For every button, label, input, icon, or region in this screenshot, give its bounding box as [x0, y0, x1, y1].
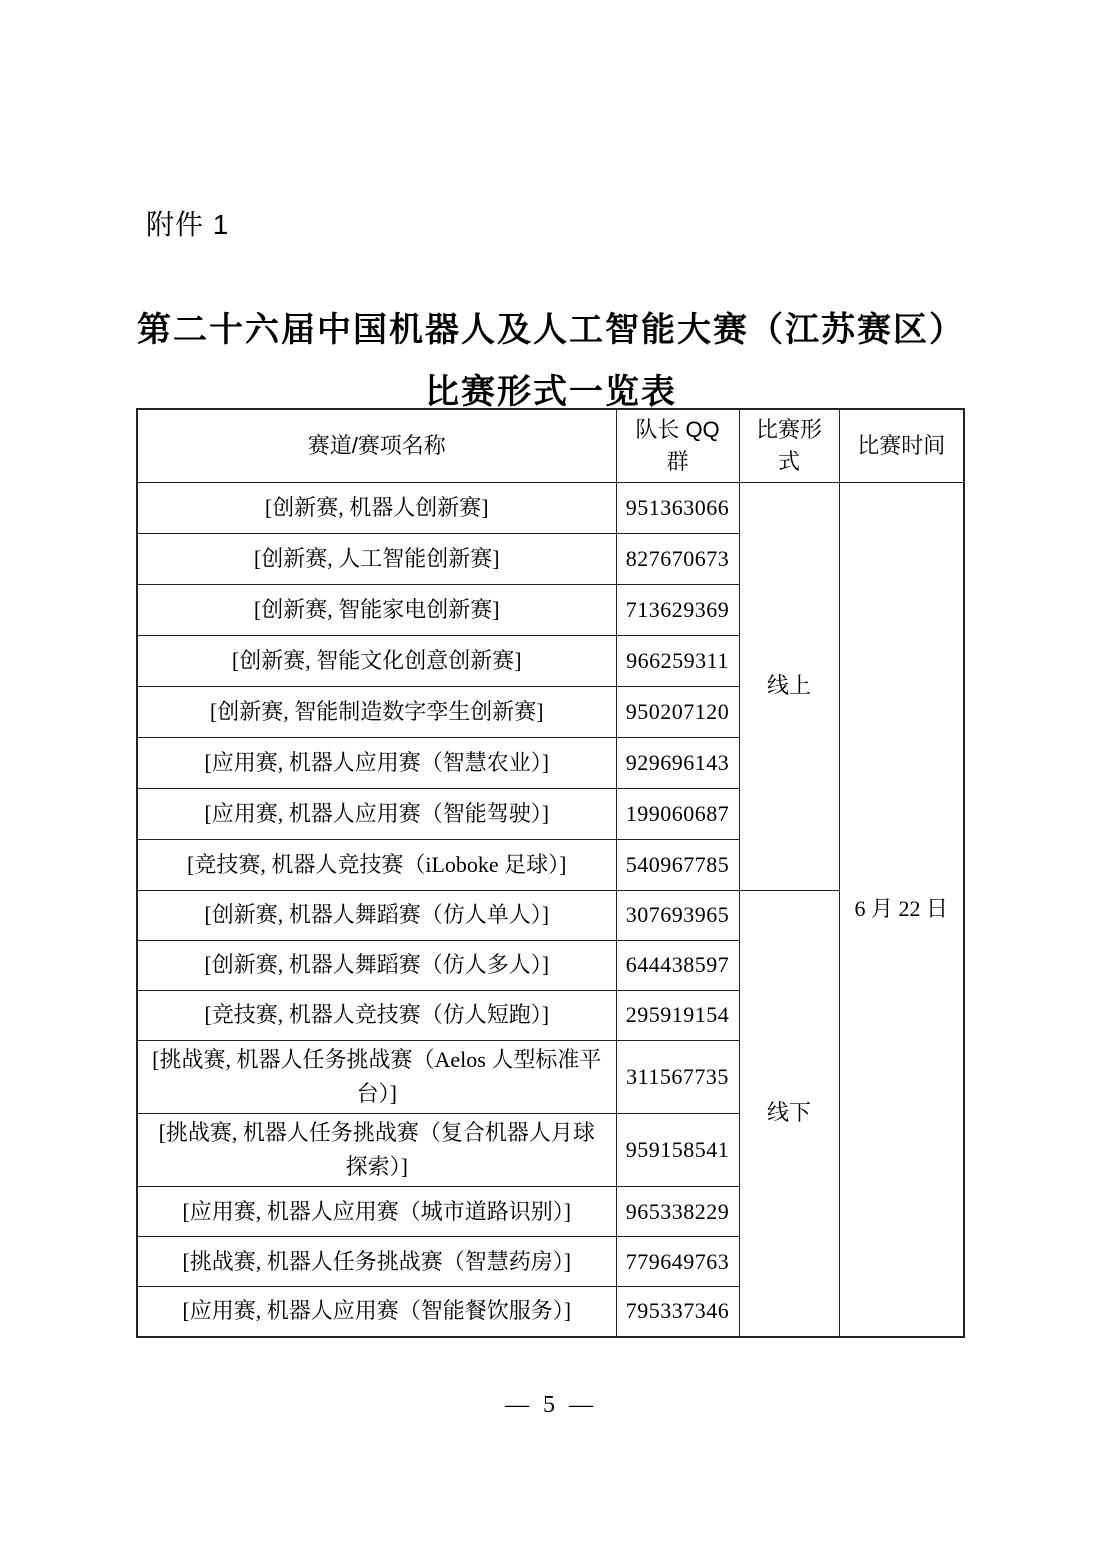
header-competition-time: 比赛时间	[839, 409, 964, 482]
qq-group-number: 779649763	[616, 1237, 739, 1287]
table-header-row	[137, 409, 964, 482]
qq-group-number: 950207120	[616, 686, 739, 737]
event-name: [挑战赛, 机器人任务挑战赛（Aelos 人型标准平台）]	[137, 1040, 616, 1113]
competition-form-offline: 线下	[739, 890, 839, 1336]
event-name: [应用赛, 机器人应用赛（智能驾驶）]	[137, 788, 616, 839]
qq-group-number: 295919154	[616, 990, 739, 1040]
qq-group-number: 795337346	[616, 1287, 739, 1337]
page-number: — 5 —	[505, 1392, 597, 1418]
page-title-line1: 第二十六届中国机器人及人工智能大赛（江苏赛区）	[137, 312, 965, 349]
competition-form-online: 线上	[739, 482, 839, 890]
table-row	[137, 482, 964, 533]
event-name: [挑战赛, 机器人任务挑战赛（复合机器人月球探索）]	[137, 1113, 616, 1186]
event-name: [应用赛, 机器人应用赛（城市道路识别）]	[137, 1187, 616, 1237]
event-name: [应用赛, 机器人应用赛（智慧农业）]	[137, 737, 616, 788]
qq-group-number: 929696143	[616, 737, 739, 788]
qq-group-number: 966259311	[616, 635, 739, 686]
qq-group-number: 307693965	[616, 890, 739, 940]
page-title-line2: 比赛形式一览表	[425, 374, 677, 411]
event-name: [应用赛, 机器人应用赛（智能餐饮服务）]	[137, 1287, 616, 1337]
event-name: [挑战赛, 机器人任务挑战赛（智慧药房）]	[137, 1237, 616, 1287]
qq-group-number: 199060687	[616, 788, 739, 839]
event-name: [竞技赛, 机器人竞技赛（仿人短跑）]	[137, 990, 616, 1040]
qq-group-number: 965338229	[616, 1187, 739, 1237]
event-name: [创新赛, 机器人舞蹈赛（仿人多人）]	[137, 940, 616, 990]
attachment-label: 附件 1	[146, 209, 230, 240]
qq-group-number: 713629369	[616, 584, 739, 635]
competition-format-table	[136, 408, 965, 1338]
event-name: [创新赛, 智能家电创新赛]	[137, 584, 616, 635]
event-name: [创新赛, 机器人创新赛]	[137, 482, 616, 533]
qq-group-number: 311567735	[616, 1040, 739, 1113]
qq-group-number: 540967785	[616, 839, 739, 890]
qq-group-number: 644438597	[616, 940, 739, 990]
event-name: [创新赛, 智能制造数字孪生创新赛]	[137, 686, 616, 737]
qq-group-number: 827670673	[616, 533, 739, 584]
qq-group-number: 959158541	[616, 1113, 739, 1186]
event-name: [创新赛, 机器人舞蹈赛（仿人单人）]	[137, 890, 616, 940]
event-name: [竞技赛, 机器人竞技赛（iLoboke 足球）]	[137, 839, 616, 890]
header-event-name: 赛道/赛项名称	[137, 409, 616, 482]
event-name: [创新赛, 智能文化创意创新赛]	[137, 635, 616, 686]
qq-group-number: 951363066	[616, 482, 739, 533]
event-name: [创新赛, 人工智能创新赛]	[137, 533, 616, 584]
header-captain-qq-group: 队长 QQ 群	[616, 409, 739, 482]
header-competition-form: 比赛形式	[739, 409, 839, 482]
competition-time: 6 月 22 日	[839, 482, 964, 1336]
page-title	[0, 300, 1102, 424]
